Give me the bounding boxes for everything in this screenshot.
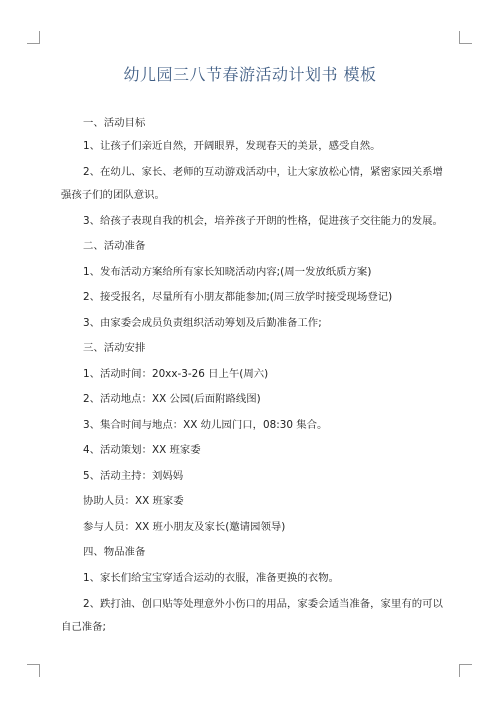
section-heading-supplies: 四、物品准备 [83, 546, 146, 558]
paragraph-line: 1、家长们给宝宝穿适合运动的衣服，准备更换的衣物。 [83, 572, 339, 584]
paragraph-line: 3、集合时间与地点：XX 幼儿园门口，08:30 集合。 [83, 419, 328, 431]
paragraph-line: 自己准备; [61, 621, 107, 633]
paragraph-line: 1、活动时间：20xx-3-26 日上午(周六) [83, 368, 269, 380]
paragraph-line: 强孩子们的团队意识。 [61, 189, 165, 201]
paragraph-line: 5、活动主持：刘妈妈 [83, 470, 184, 482]
crop-mark-top-left [27, 31, 40, 44]
paragraph-line: 3、给孩子表现自我的机会，培养孩子开朗的性格，促进孩子交往能力的发展。 [83, 215, 443, 227]
paragraph-line: 3、由家委会成员负责组织活动筹划及后勤准备工作; [83, 317, 322, 329]
paragraph-line: 2、活动地点：XX 公园(后面附路线图) [83, 393, 261, 405]
paragraph-line: 2、跌打油、创口贴等处理意外小伤口的用品，家委会适当准备，家里有的可以 [83, 598, 443, 610]
paragraph-line: 4、活动策划：XX 班家委 [83, 444, 201, 456]
paragraph-line: 协助人员：XX 班家委 [83, 495, 184, 507]
paragraph-line: 1、让孩子们亲近自然，开阔眼界，发现春天的美景，感受自然。 [83, 140, 381, 152]
paragraph-line: 参与人员：XX 班小朋友及家长(邀请园领导) [83, 521, 286, 533]
paragraph-line: 2、接受报名，尽量所有小朋友都能参加;(周三放学时接受现场登记) [83, 291, 393, 303]
paragraph-line: 2、在幼儿、家长、老师的互动游戏活动中，让大家放松心情，紧密家园关系增 [83, 166, 443, 178]
section-heading-schedule: 三、活动安排 [83, 342, 146, 354]
section-heading-preparation: 二、活动准备 [83, 240, 146, 252]
crop-mark-bottom-left [27, 664, 40, 677]
paragraph-line: 1、发布活动方案给所有家长知晓活动内容;(周一发放纸质方案) [83, 266, 372, 278]
crop-mark-bottom-right [459, 664, 472, 677]
document-title: 幼儿园三八节春游活动计划书 模板 [123, 65, 377, 84]
crop-mark-top-right [459, 31, 472, 44]
section-heading-goals: 一、活动目标 [83, 117, 146, 129]
